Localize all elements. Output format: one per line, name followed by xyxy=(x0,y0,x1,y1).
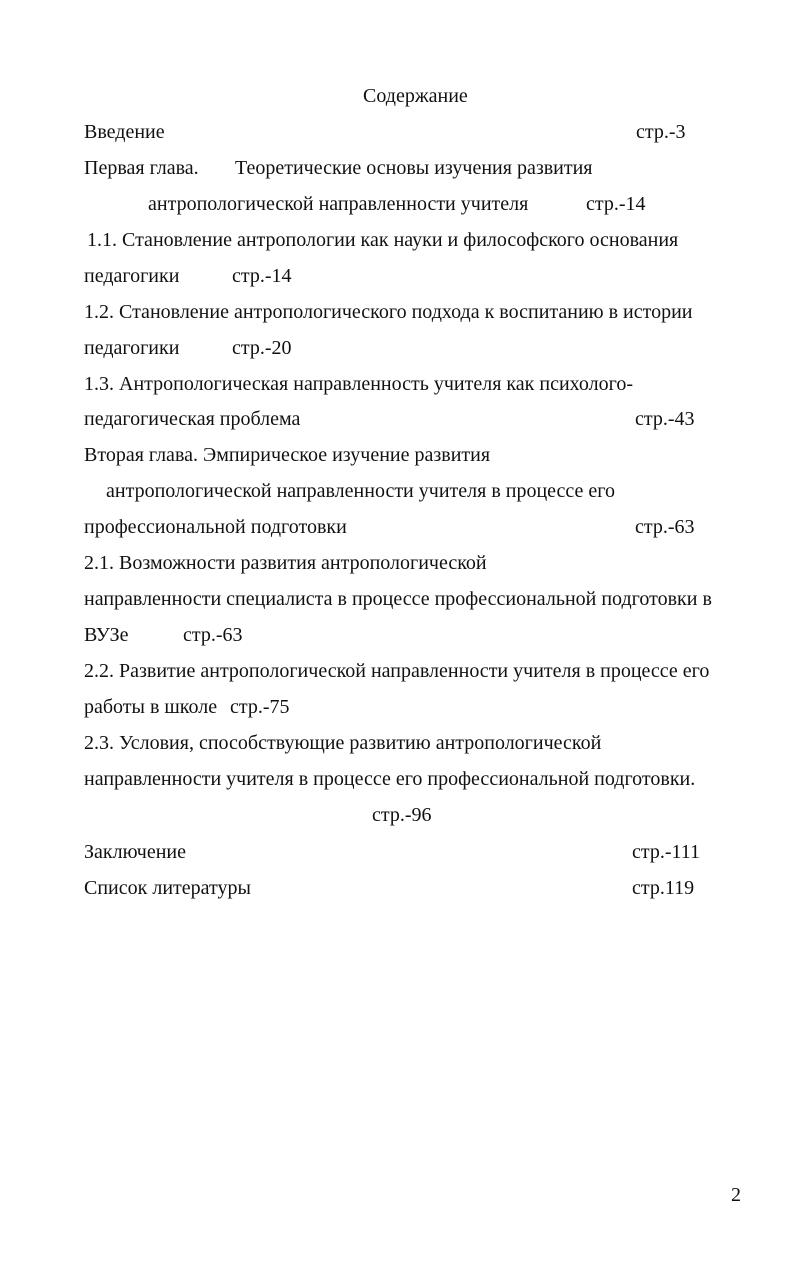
toc-s2-1-line3: ВУЗе xyxy=(84,624,129,646)
toc-ch1-title: Теоретические основы изучения развития xyxy=(235,157,593,179)
toc-s1-2-line2: педагогики xyxy=(84,337,180,359)
toc-ch1-page: стр.-14 xyxy=(586,193,646,215)
page-number: 2 xyxy=(731,1184,741,1206)
toc-conclusion-label: Заключение xyxy=(84,841,186,863)
toc-ch2-line3: профессиональной подготовки xyxy=(84,516,347,538)
toc-ch2-line2: антропологической направленности учителя в процессе его xyxy=(106,480,616,502)
toc-s2-1-page: стр.-63 xyxy=(183,624,243,646)
toc-s2-1-line1: 2.1. Возможности развития антропологической xyxy=(84,552,487,574)
toc-title: Содержание xyxy=(363,85,468,107)
toc-s1-1-page: стр.-14 xyxy=(232,265,292,287)
toc-intro-page: стр.-3 xyxy=(636,121,686,143)
toc-ch1-title-cont: антропологической направленности учителя xyxy=(148,193,529,215)
toc-ch2-line1: Вторая глава. Эмпирическое изучение развития xyxy=(84,444,491,466)
toc-s2-3-line2: направленности учителя в процессе его профессиональной подготовки. xyxy=(84,768,696,790)
toc-s1-1-line2: педагогики xyxy=(84,265,180,287)
toc-s2-2-page: стр.-75 xyxy=(230,696,290,718)
toc-s1-2-page: стр.-20 xyxy=(232,337,292,359)
toc-s2-3-line1: 2.3. Условия, способствующие развитию антропологической xyxy=(84,732,602,754)
toc-intro-label: Введение xyxy=(84,121,165,143)
toc-s1-3-line2: педагогическая проблема xyxy=(84,408,301,430)
toc-s2-2-line1: 2.2. Развитие антропологической направленности учителя в процессе его xyxy=(84,660,710,682)
toc-s1-2-line1: 1.2. Становление антропологического подхода к воспитанию в истории xyxy=(84,301,693,323)
toc-ch2-page: стр.-63 xyxy=(635,516,695,538)
toc-ch1-label: Первая глава. xyxy=(84,157,199,179)
toc-conclusion-page: стр.-111 xyxy=(632,841,701,863)
toc-s1-1-line1: 1.1. Становление антропологии как науки и философского основания xyxy=(87,229,679,251)
toc-s2-2-line2: работы в школе xyxy=(84,696,218,718)
toc-references-label: Список литературы xyxy=(84,877,251,899)
toc-references-page: стр.119 xyxy=(632,877,695,899)
toc-s1-3-line1: 1.3. Антропологическая направленность учителя как психолого- xyxy=(84,373,634,395)
toc-s2-1-line2: направленности специалиста в процессе профессиональной подготовки в xyxy=(84,588,712,610)
toc-s1-3-page: стр.-43 xyxy=(635,408,695,430)
toc-s2-3-page: стр.-96 xyxy=(372,804,432,826)
